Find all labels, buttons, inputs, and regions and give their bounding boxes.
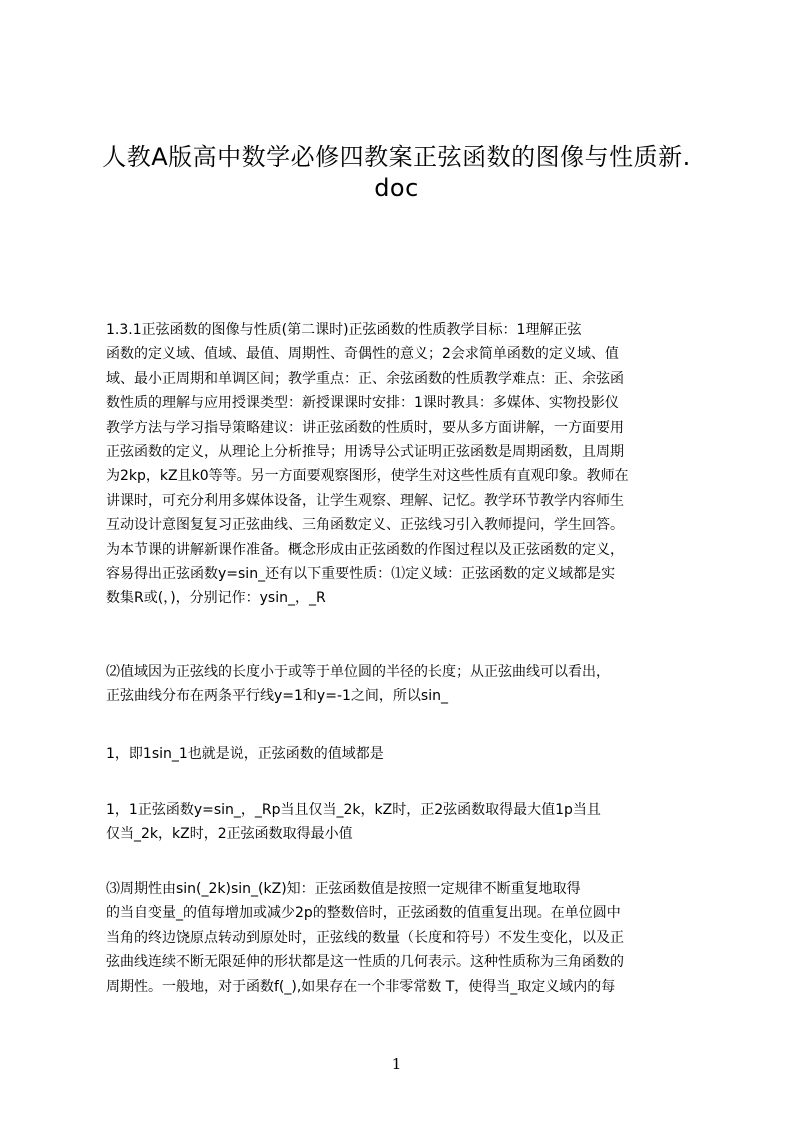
page-number: 1	[391, 1055, 402, 1073]
text-line: 正弦曲线分布在两条平行线y=1和y=-1之间，所以sin_	[106, 688, 448, 705]
text-line: 互动设计意图复复习正弦曲线、三角函数定义、正弦线习引入教师提问，学生回答。	[106, 517, 624, 534]
text-line: 仅当_2k，kZ时，2正弦函数取得最小值	[106, 826, 353, 843]
text-line: ⑶周期性由sin(_2k)sin_(kZ)知：正弦函数值是按照一定规律不断重复地取得	[106, 881, 581, 897]
text-line: 正弦函数的定义，从理论上分析推导；用诱导公式证明正弦函数是周期函数，且周期	[106, 443, 624, 460]
text-line: 弦曲线连续不断无限延伸的形状都是这一性质的几何表示。这种性质称为三角函数的	[106, 954, 624, 971]
text-line: 当角的终边饶原点转动到原处时，正弦线的数量（长度和符号）不发生变化，以及正	[106, 929, 624, 946]
paragraph-periodicity	[106, 877, 698, 999]
paragraph-range-value	[106, 742, 698, 766]
text-line: 域、最小正周期和单调区间；教学重点：正、余弦函数的性质教学难点：正、余弦函	[106, 370, 624, 387]
text-line: 数性质的理解与应用授课类型：新授课课时安排：1课时教具：多媒体、实物投影仪	[106, 395, 619, 412]
paragraph-objectives	[106, 318, 698, 611]
text-line: 数集R或(，)，分别记作：ysin_，_R	[106, 590, 326, 607]
paragraph-extrema	[106, 798, 698, 847]
text-line: 为本节课的讲解新课作准备。概念形成由正弦函数的作图过程以及正弦函数的定义，	[106, 541, 624, 558]
text-line: 函数的定义域、值域、最值、周期性、奇偶性的意义；2会求简单函数的定义域、值	[106, 346, 619, 363]
text-line: 讲课时，可充分利用多媒体设备，让学生观察、理解、记忆。教学环节教学内容师生	[106, 492, 624, 509]
title-line-1: 人教A版高中数学必修四教案正弦函数的图像与性质新.	[102, 143, 691, 171]
paragraph-range	[106, 660, 698, 709]
text-line: 1，1正弦函数y=sin_，_Rp当且仅当_2k，kZ时，正2弦函数取得最大值1p当且	[106, 802, 601, 818]
text-line: 周期性。一般地，对于函数f(_),如果存在一个非零常数 T，使得当_取定义域内的每	[106, 978, 616, 995]
text-line: ⑵值域因为正弦线的长度小于或等于单位圆的半径的长度；从正弦曲线可以看出，	[106, 664, 610, 680]
text-line: 1，即1sin_1也就是说，正弦函数的值域都是	[106, 746, 384, 762]
text-line: 容易得出正弦函数y=sin_还有以下重要性质：⑴定义域：正弦函数的定义域都是实	[106, 565, 616, 582]
text-line: 的当自变量_的值每增加或减少2p的整数倍时，正弦函数的值重复出现。在单位圆中	[106, 905, 621, 922]
text-line: 为2kp，kZ且k0等等。另一方面要观察图形，使学生对这些性质有直观印象。教师在	[106, 468, 629, 485]
document-title	[60, 142, 733, 204]
text-line: 教学方法与学习指导策略建议：讲正弦函数的性质时，要从多方面讲解，一方面要用	[106, 419, 624, 436]
title-line-2: doc	[374, 174, 419, 202]
text-line: 1.3.1正弦函数的图像与性质(第二课时)正弦函数的性质教学目标：1理解正弦	[106, 322, 582, 338]
